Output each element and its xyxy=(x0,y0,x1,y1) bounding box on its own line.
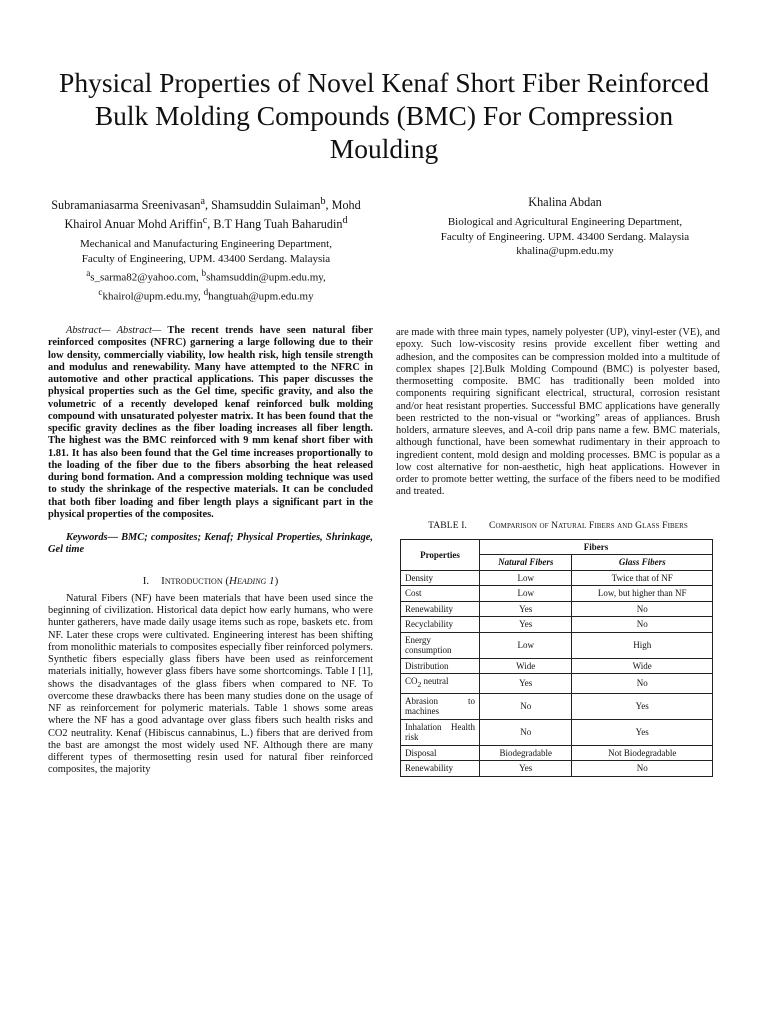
author-name-right: Khalina Abdan xyxy=(528,195,602,209)
header-properties: Properties xyxy=(401,539,480,570)
left-column xyxy=(48,325,373,777)
authors-left-block xyxy=(46,194,366,304)
section-heading: I. Introduction (Heading 1) xyxy=(142,574,279,587)
table-row: Density Low Twice that of NF xyxy=(401,570,713,586)
header-fibers: Fibers xyxy=(480,539,713,555)
table-row: Renewability Yes No xyxy=(401,601,713,617)
header-natural-fibers: Natural Fibers xyxy=(480,555,572,571)
keywords: Keywords— BMC; composites; Kenaf; Physical Properties, Shrinkage, Gel time xyxy=(48,532,373,556)
table-row: Abrasion to machines No Yes xyxy=(401,693,713,719)
abstract-label: Abstract— Abstract— xyxy=(66,325,162,336)
paper-title: Physical Properties of Novel Kenaf Short Fiber Reinforced Bulk Molding Compounds (BMC) For Compression Moulding xyxy=(59,67,709,164)
table-row: Distribution Wide Wide xyxy=(401,658,713,674)
intro-paragraph: Natural Fibers (NF) have been materials that have been used since the beginning of civilization. Historical data depict how early humans, who were hunter gatherers, have made daily usage items such as rope, baskets etc. from NF. Later these crops were cultivated. Engineering interest has been shifting from monolithic materials to composites especially fiber reinforced polymers. Synthetic fibers especially glass fibers have been used as reinforcement materials initially, however glass fibers have some shortcomings. Table I [1], shows the disadvantages of the glass fibers when compared to NF. To overcome these drawbacks there has been many studies done on the usage of NF as reinforcement for polymeric materials. Table 1 shows some areas where the NF has a good advantage over glass fibers such health risks and CO2 neutrality. Kenaf (Hibiscus cannabinus, L.) fibers that are derived from the bast are amongst the most widely used NF. Although there are many different types of thermosetting resin used for natural fiber reinforced composites, the majority xyxy=(48,592,373,776)
table-header-row xyxy=(401,539,713,555)
comparison-table xyxy=(400,539,713,777)
abstract xyxy=(48,325,373,521)
header-glass-fibers: Glass Fibers xyxy=(572,555,713,571)
table-caption: TABLE I. Comparison of Natural Fibers and Glass Fibers xyxy=(428,519,688,531)
right-column-paragraph: are made with three main types, namely polyester (UP), vinyl-ester (VE), and epoxy. Such low-viscosity resins provide excellent fiber wetting and adhesion, and the composites can be compression molded into a multitude of complex shapes [2].Bulk Molding Compound (BMC) is polyester based, thermosetting composite. BMC has traditionally been molded into components requiring significant electrical, structural, corrosion resistant and/or heat resistant properties. Successful BMC applications have generally been restricted to the non-visual or “working” areas of appliances. Brush holders, armature sleeves, and A-coil drip pans name a few. BMC materials, although functional, have been somewhat rudimentary in their approach to ingredient content, mold design and molding processes. BMC is popular as a low cost alternative for non-aesthetic, high heat applications. However in order to promote better wetting, the surface of the fibers need to be modified and treated. xyxy=(396,327,720,498)
author-affiliation: Mechanical and Manufacturing Engineering Department, Faculty of Engineering, UPM. 43400 Serdang. Malaysia $^a$s_sarma82@yahoo.com, $^b$shamsuddin@upm.edu.my, $^c$khairol@upm.edu.my, $^d$hangtuah@upm.edu.my xyxy=(46,237,366,304)
table-row: Inhalation Health risk No Yes xyxy=(401,719,713,745)
author-names: Subramaniasarma Sreenivasan$^a$, Shamsuddin Sulaiman$^b$, Mohd Khairol Anuar Mohd Ariffin$^c$, B.T Hang Tuah Baharudin$^d$ xyxy=(51,196,361,232)
author-emails: $^a$s_sarma82@yahoo.com, $^b$shamsuddin@upm.edu.my, $^c$khairol@upm.edu.my, $^d$hangtuah@upm.edu.my xyxy=(86,268,326,303)
right-column xyxy=(396,327,720,777)
table-row: $CO_2$ neutral Yes No xyxy=(401,674,713,693)
abstract-text: The recent trends have seen natural fiber reinforced composites (NFRC) garnering a large following due to their low density, commercially viability, low health risk, high tensile strength and modulus and renewability. Many have attempted to the NFRC in automotive and other practical applications. This paper discusses the physical properties such as the Gel time, specific gravity, and also the volumetric of a recently developed kenaf reinforced bulk molding compound with unsaturated polyester matrix. It has been found that the specific gravity declines as the fiber loading increases all fiber length. The highest was the BMC reinforced with 9 mm kenaf short fiber with 1.81. It has also been found that the Gel time increases proportionally to the loading of the fiber due to the fibers absorbing the heat released during bond formation. And a compression molding technique was used to study the shrinkage of the respective materials. It can be concluded that both fiber loading and fiber length plays a significant part in the physical properties of the composites. xyxy=(48,325,374,520)
table-row: Renewability Yes No xyxy=(401,761,713,777)
table-row: Cost Low Low, but higher than NF xyxy=(401,586,713,602)
author-affiliation-right: Biological and Agricultural Engineering Department, Faculty of Engineering. UPM. 43400 Serdang. Malaysia khalina@upm.edu.my xyxy=(410,215,720,259)
authors-right-block xyxy=(410,194,720,259)
table-row: Recyclability Yes No xyxy=(401,617,713,633)
table-row: Energy consumption Low High xyxy=(401,632,713,658)
table-row: Disposal Biodegradable Not Biodegradable xyxy=(401,745,713,761)
author-email-right: khalina@upm.edu.my xyxy=(516,245,614,257)
